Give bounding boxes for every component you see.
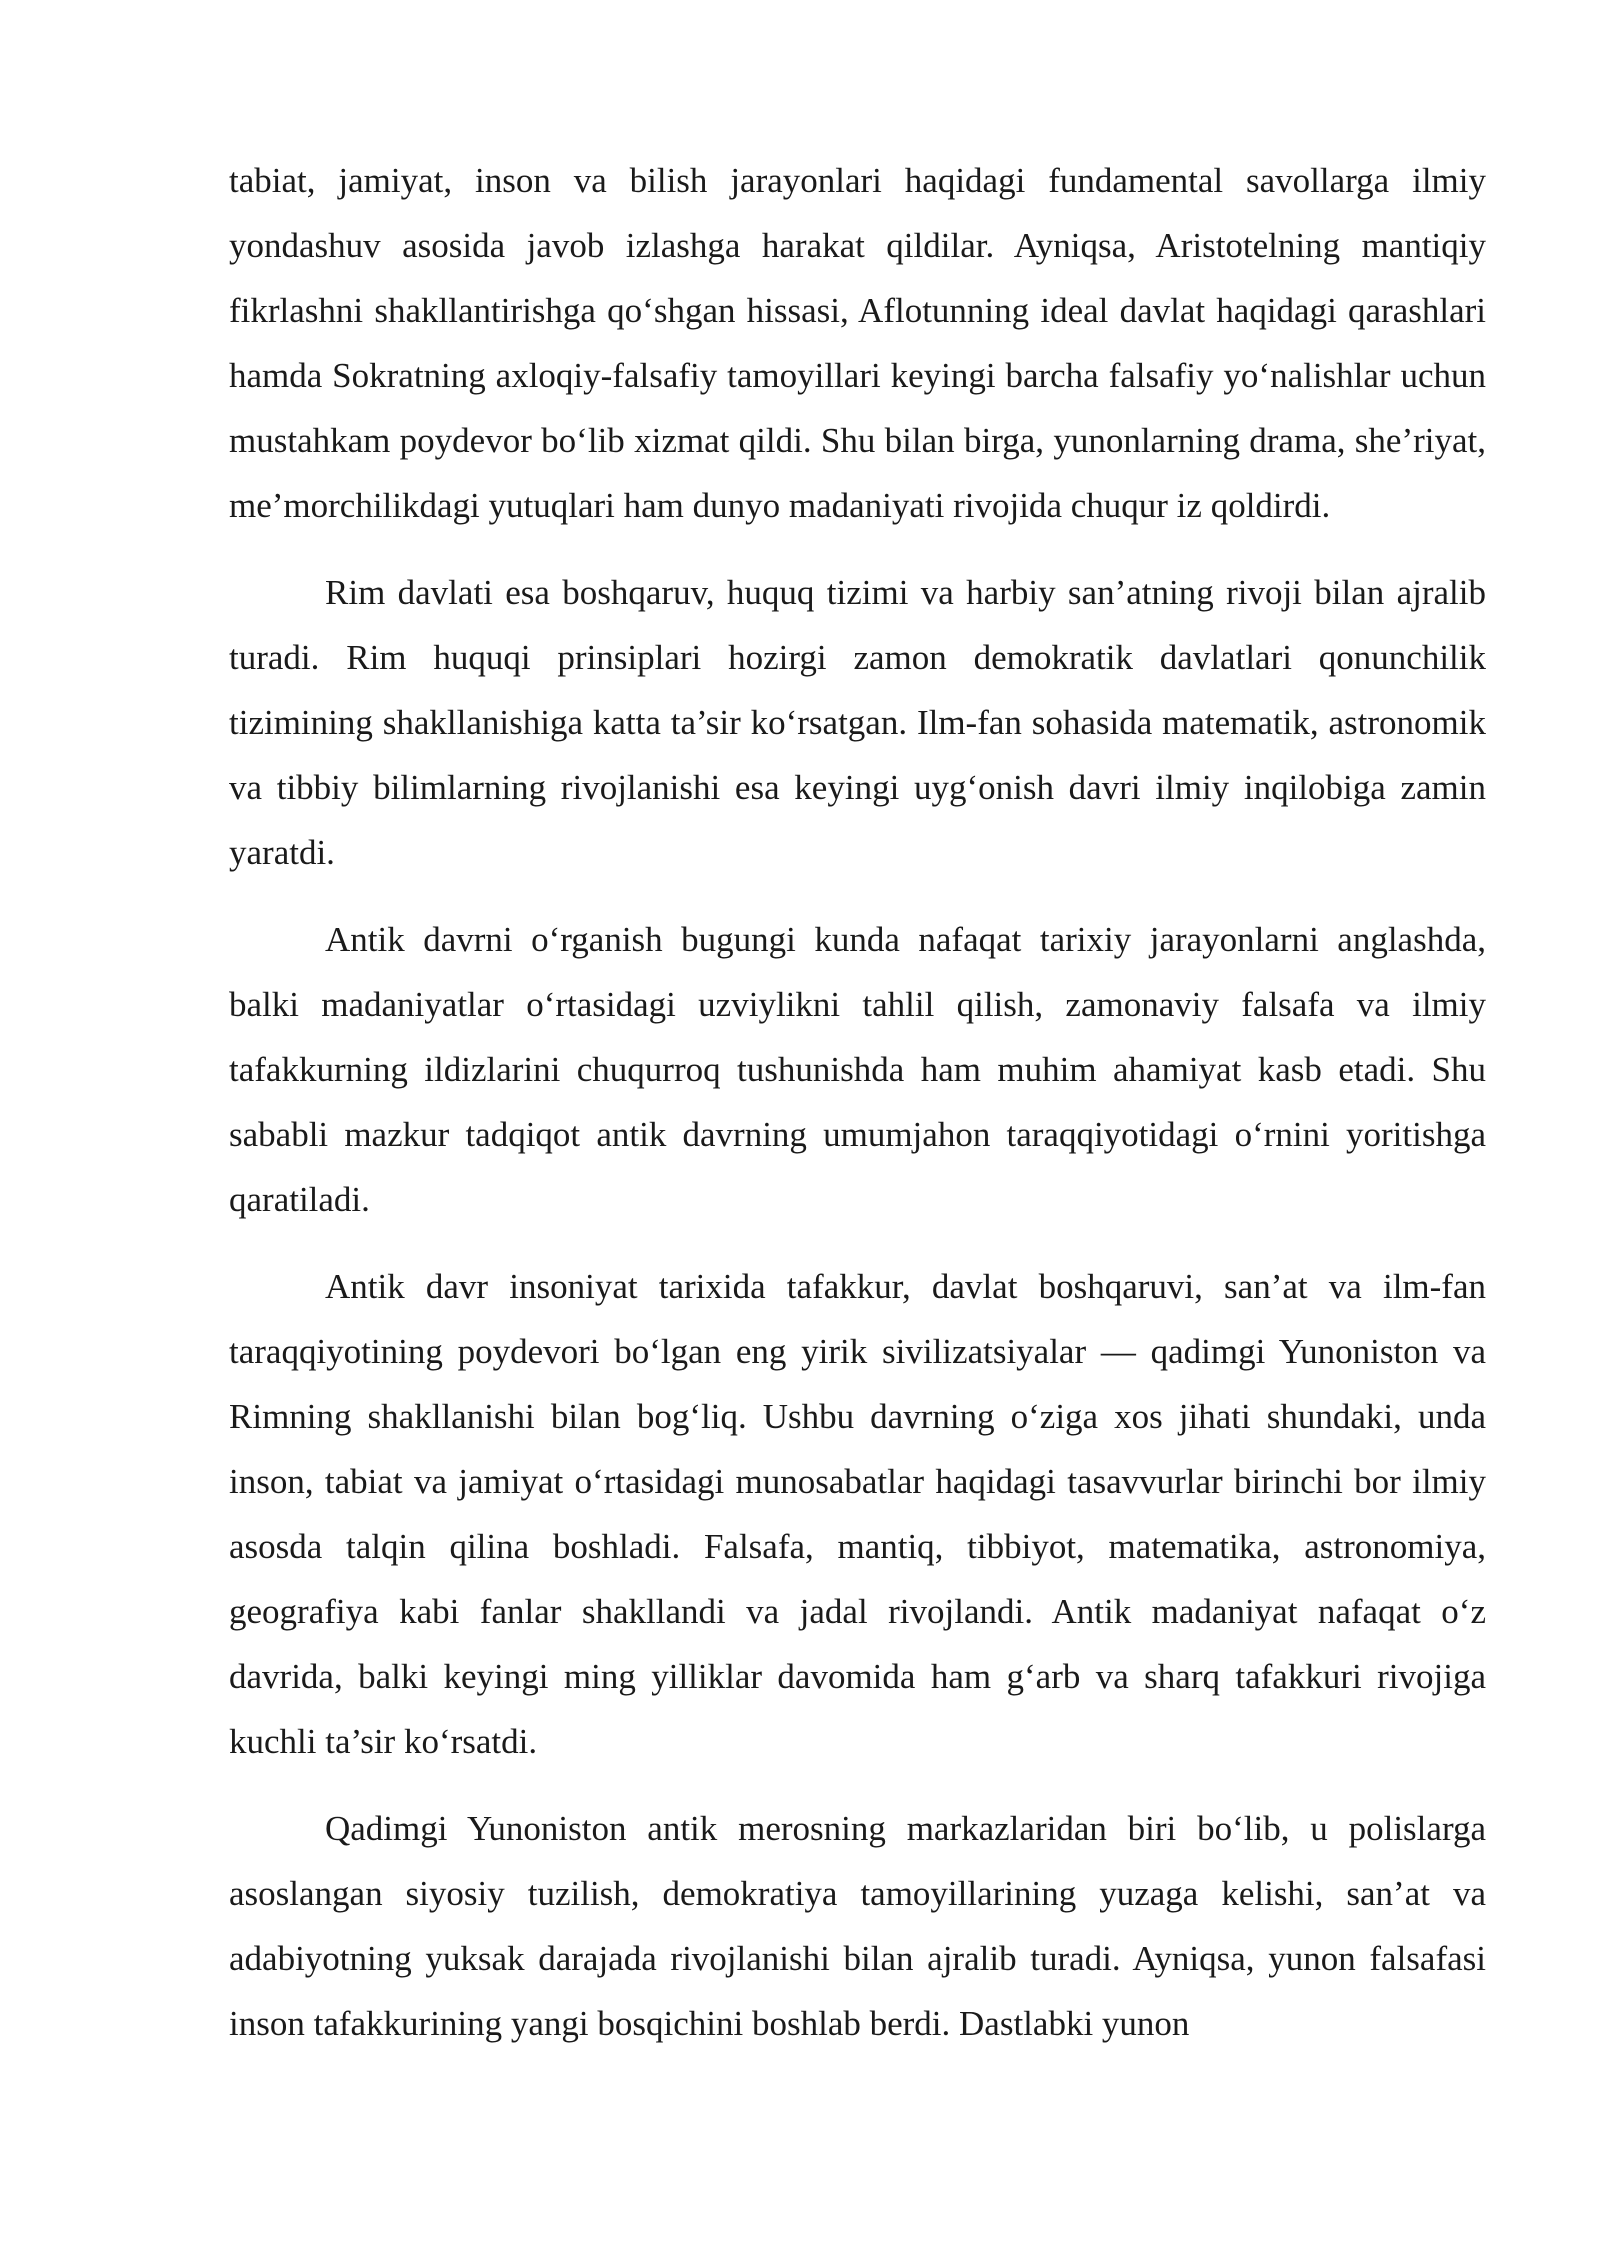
paragraph-continued: tabiat, jamiyat, inson va bilish jarayonlari haqidagi fundamental savollarga ilmiy yondashuv asosida javob izlashga harakat qildilar. Ayniqsa, Aristotelning mantiqiy fikrlashni shakllantirishga qo‘shgan hissasi, Aflotunning ideal davlat haqidagi qarashlari hamda Sokratning axloqiy-falsafiy tamoyillari keyingi barcha falsafiy yo‘nalishlar uchun mustahkam poydevor bo‘lib xizmat qildi. Shu bilan birga, yunonlarning drama, she’riyat, me’morchilikdagi yutuqlari ham dunyo madaniyati rivojida chuqur iz qoldirdi. [229, 161, 1486, 525]
body-text [229, 148, 1486, 2078]
paragraph-qadimgi-yunoniston: Qadimgi Yunoniston antik merosning markazlaridan biri bo‘lib, u polislarga asoslangan siyosiy tuzilish, demokratiya tamoyillarining yuzaga kelishi, san’at va adabiyotning yuksak darajada rivojlanishi bilan ajralib turadi. Ayniqsa, yunon falsafasi inson tafakkurining yangi bosqichini boshlab berdi. Dastlabki yunon [229, 1809, 1486, 2043]
paragraph-rim-davlati: Rim davlati esa boshqaruv, huquq tizimi va harbiy san’atning rivoji bilan ajralib turadi. Rim huquqi prinsiplari hozirgi zamon demokratik davlatlari qonunchilik tizimining shakllanishiga katta ta’sir ko‘rsatgan. Ilm-fan sohasida matematik, astronomik va tibbiy bilimlarning rivojlanishi esa keyingi uyg‘onish davri ilmiy inqilobiga zamin yaratdi. [229, 573, 1486, 872]
paragraph-antik-davr: Antik davr insoniyat tarixida tafakkur, davlat boshqaruvi, san’at va ilm-fan taraqqiyotining poydevori bo‘lgan eng yirik sivilizatsiyalar — qadimgi Yunoniston va Rimning shakllanishi bilan bog‘liq. Ushbu davrning o‘ziga xos jihati shundaki, unda inson, tabiat va jamiyat o‘rtasidagi munosabatlar haqidagi tasavvurlar birinchi bor ilmiy asosda talqin qilina boshladi. Falsafa, mantiq, tibbiyot, matematika, astronomiya, geografiya kabi fanlar shakllandi va jadal rivojlandi. Antik madaniyat nafaqat o‘z davrida, balki keyingi ming yilliklar davomida ham g‘arb va sharq tafakkuri rivojiga kuchli ta’sir ko‘rsatdi. [229, 1267, 1486, 1761]
paragraph-antik-davrni-organish: Antik davrni o‘rganish bugungi kunda nafaqat tarixiy jarayonlarni anglashda, balki madaniyatlar o‘rtasidagi uzviylikni tahlil qilish, zamonaviy falsafa va ilmiy tafakkurning ildizlarini chuqurroq tushunishda ham muhim ahamiyat kasb etadi. Shu sababli mazkur tadqiqot antik davrning umumjahon taraqqiyotidagi o‘rnini yoritishga qaratiladi. [229, 920, 1486, 1219]
